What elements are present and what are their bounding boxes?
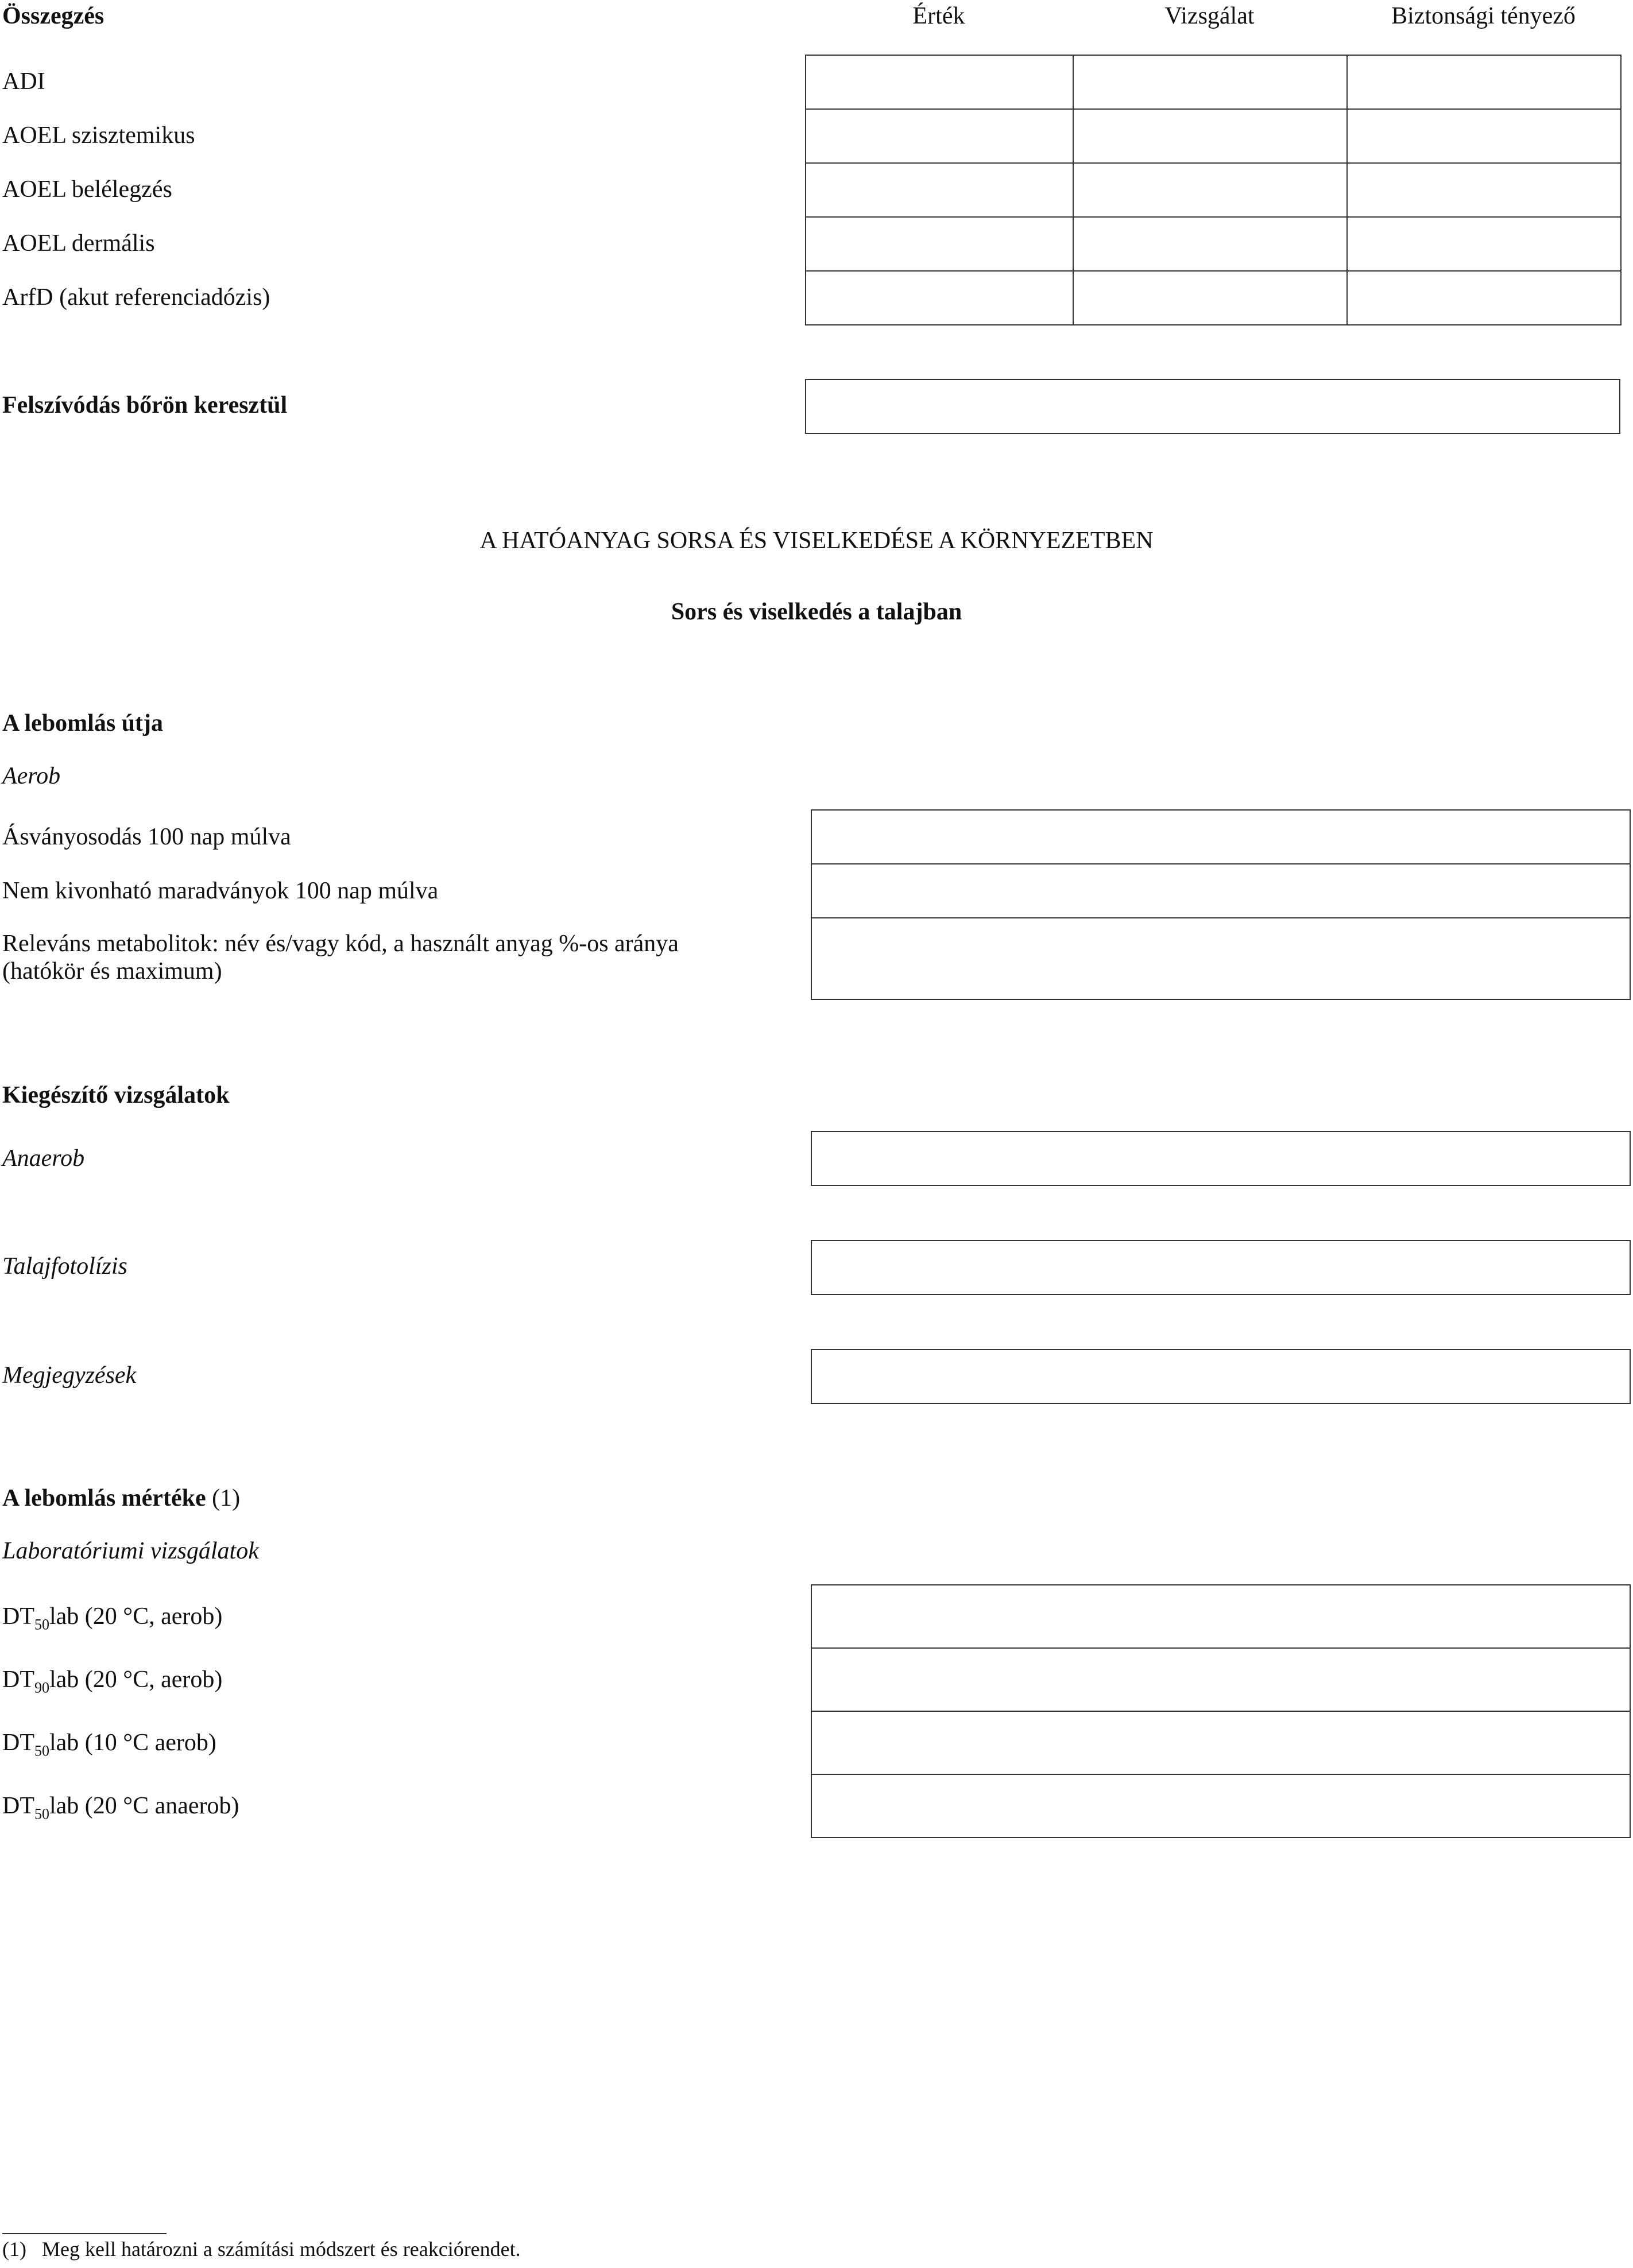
row-label-mineralisation: Ásványosodás 100 nap múlva: [2, 824, 291, 850]
section-subtitle: Sors és viselkedés a talajban: [671, 599, 962, 625]
route-title: A lebomlás útja: [2, 710, 164, 736]
column-header-study: Vizsgálat: [1164, 3, 1255, 29]
row-label-dt50-20-aerob: $DT_{50}lab$ (20 °C, aerob): [2, 1603, 223, 1633]
cell-dt50-20-aerob[interactable]: [811, 1585, 1630, 1648]
supplementary-title: Kiegészítő vizsgálatok: [2, 1082, 230, 1108]
cell-aoel-inhalation-safety[interactable]: [1347, 163, 1621, 217]
soil-photolysis-field[interactable]: [811, 1240, 1631, 1295]
summary-grid-row-aoel-inhalation: [806, 163, 1621, 217]
anaerob-field[interactable]: [811, 1131, 1631, 1186]
cell-aoel-inhalation-study[interactable]: [1073, 163, 1347, 217]
cell-aoel-dermal-safety[interactable]: [1347, 217, 1621, 271]
footnote-rule: [2, 2233, 167, 2234]
cell-dt50-20-anaerob[interactable]: [811, 1774, 1630, 1837]
cell-adi-study[interactable]: [1073, 55, 1347, 109]
row-label-non-extractable: Nem kivonható maradványok 100 nap múlva: [2, 878, 439, 904]
summary-grid-row-aoel-systemic: [806, 109, 1621, 163]
dermal-absorption-field[interactable]: [805, 379, 1620, 434]
row-label-soil-photolysis: Talajfotolízis: [2, 1253, 127, 1280]
row-label-dt90-20-aerob: $DT_{90}lab$ (20 °C, aerob): [2, 1666, 223, 1696]
row-label-dt50-10-aerob: $DT_{50}lab$ (10 °C aerob): [2, 1730, 216, 1759]
row-label-arfd: ArfD (akut referenciadózis): [2, 284, 270, 311]
route-grid: [811, 809, 1631, 1000]
row-label-remarks: Megjegyzések: [2, 1362, 137, 1389]
cell-adi-safety[interactable]: [1347, 55, 1621, 109]
summary-grid: [805, 55, 1622, 325]
cell-aoel-systemic-safety[interactable]: [1347, 109, 1621, 163]
row-label-dt50-20-anaerob: $DT_{50}lab$ (20 °C anaerob): [2, 1793, 239, 1823]
remarks-field[interactable]: [811, 1349, 1631, 1404]
cell-arfd-safety[interactable]: [1347, 271, 1621, 325]
summary-grid-row-aoel-dermal: [806, 217, 1621, 271]
summary-grid-row-adi: [806, 55, 1621, 109]
section-title: A HATÓANYAG SORSA ÉS VISELKEDÉSE A KÖRNYEZETBEN: [479, 528, 1154, 554]
footnote-marker: (1): [2, 2238, 26, 2261]
cell-metabolites[interactable]: [811, 918, 1630, 999]
dermal-absorption-label: Felszívódás bőrön keresztül: [2, 392, 288, 418]
cell-aoel-systemic-study[interactable]: [1073, 109, 1347, 163]
column-header-safety-factor: Biztonsági tényező: [1391, 3, 1576, 29]
cell-aoel-dermal-study[interactable]: [1073, 217, 1347, 271]
row-label-aoel-dermal: AOEL dermális: [2, 230, 155, 257]
cell-aoel-inhalation-value[interactable]: [806, 163, 1073, 217]
footnote: [2, 2238, 521, 2261]
row-label-metabolites: Releváns metabolitok: név és/vagy kód, a használt anyag %-os aránya (hatókör és maximum): [2, 931, 679, 985]
row-label-aoel-inhalation: AOEL belélegzés: [2, 176, 172, 203]
row-label-aoel-systemic: AOEL szisztemikus: [2, 122, 195, 149]
cell-dt50-10-aerob[interactable]: [811, 1711, 1630, 1774]
rate-footnote-ref: (1): [212, 1485, 241, 1511]
cell-arfd-study[interactable]: [1073, 271, 1347, 325]
summary-title: Összegzés: [2, 3, 105, 29]
cell-adi-value[interactable]: [806, 55, 1073, 109]
cell-arfd-value[interactable]: [806, 271, 1073, 325]
cell-dt90-20-aerob[interactable]: [811, 1648, 1630, 1711]
rate-title-line: [2, 1484, 240, 1512]
rate-title: A lebomlás mértéke: [2, 1485, 206, 1511]
cell-aoel-systemic-value[interactable]: [806, 109, 1073, 163]
row-label-anaerob: Anaerob: [2, 1145, 85, 1172]
row-label-adi: ADI: [2, 68, 45, 95]
summary-grid-row-arfd: [806, 271, 1621, 325]
cell-non-extractable[interactable]: [811, 864, 1630, 918]
cell-mineralisation[interactable]: [811, 810, 1630, 864]
cell-aoel-dermal-value[interactable]: [806, 217, 1073, 271]
rate-grid: [811, 1584, 1631, 1838]
rate-lab-label: Laboratóriumi vizsgálatok: [2, 1538, 259, 1564]
footnote-text: Meg kell határozni a számítási módszert és reakciórendet.: [41, 2238, 521, 2261]
column-header-value: Érték: [912, 3, 965, 29]
route-aerob-label: Aerob: [2, 763, 61, 789]
